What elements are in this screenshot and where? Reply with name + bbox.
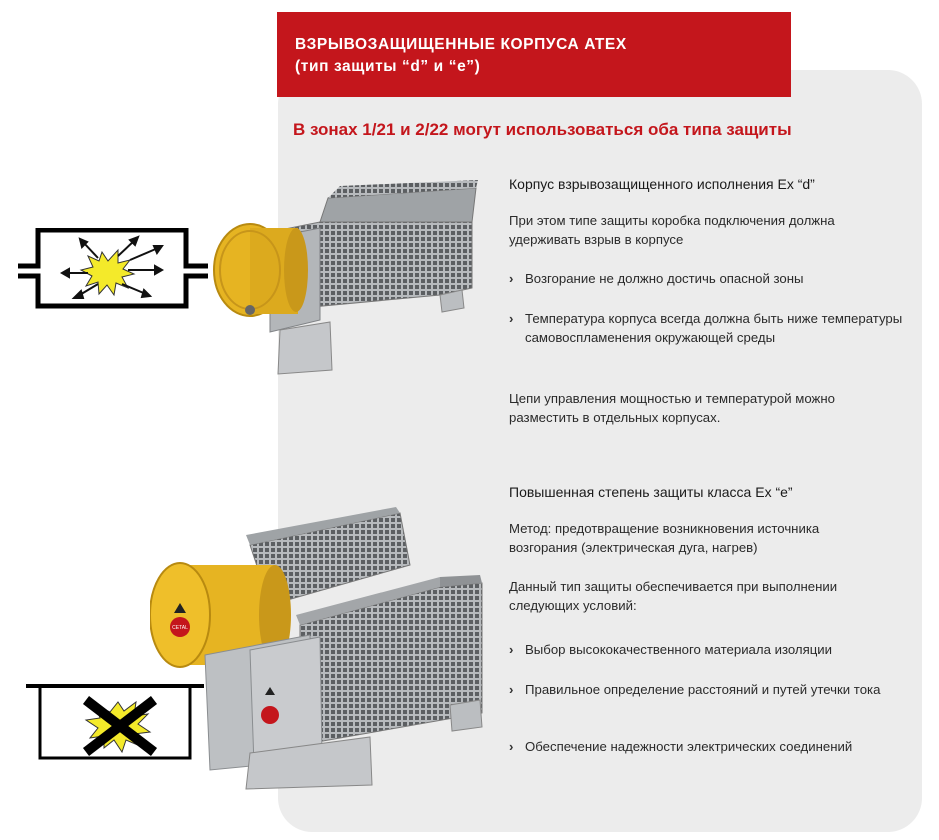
svg-text:CETAL: CETAL: [172, 625, 188, 631]
list-item: [509, 640, 905, 659]
section-e-method: Метод: предотвращение возникновения источника возгорания (электрическая дуга, нагрев): [509, 521, 820, 555]
section-e-heading: Повышенная степень защиты класса Ex “e”: [509, 484, 793, 500]
exd-heater-image: [210, 170, 490, 380]
section-e-conditions: Данный тип защиты обеспечивается при выполнении следующих условий:: [509, 579, 838, 613]
banner-title: ВЗРЫВОЗАЩИЩЕННЫЕ КОРПУСА ATEX: [295, 36, 627, 53]
section-d-note: Цепи управления мощностью и температурой можно разместить в отдельных корпусах.: [509, 391, 835, 425]
chevron-right-icon: ›: [509, 271, 514, 286]
bullet-text: Обеспечение надежности электрических соединений: [525, 739, 853, 754]
bullet-text: Правильное определение расстояний и путей утечки тока: [525, 682, 881, 697]
exe-heater-image: [150, 505, 500, 790]
zones-subtitle: В зонах 1/21 и 2/22 могут использоваться оба типа защиты: [293, 120, 792, 139]
banner-subtitle: (тип защиты “d” и “e”): [295, 58, 481, 75]
list-item: [509, 269, 905, 288]
explosion-contained-icon: [18, 228, 208, 310]
chevron-right-icon: ›: [509, 739, 514, 754]
chevron-right-icon: ›: [509, 682, 514, 697]
list-item: [509, 680, 905, 699]
section-d-intro: При этом типе защиты коробка подключения должна удерживать взрыв в корпусе: [509, 213, 835, 247]
bullet-text: Выбор высококачественного материала изоляции: [525, 642, 833, 657]
bullet-text: Возгорание не должно достичь опасной зоны: [525, 271, 804, 286]
list-item: [509, 737, 905, 756]
chevron-right-icon: ›: [509, 311, 514, 326]
section-d-heading: Корпус взрывозащищенного исполнения Ex “d”: [509, 176, 815, 192]
bullet-text: Температура корпуса всегда должна быть ниже температуры самовоспламенения окружающей среды: [525, 311, 903, 345]
list-item: [509, 309, 905, 347]
chevron-right-icon: ›: [509, 642, 514, 657]
title-banner: [277, 12, 791, 97]
